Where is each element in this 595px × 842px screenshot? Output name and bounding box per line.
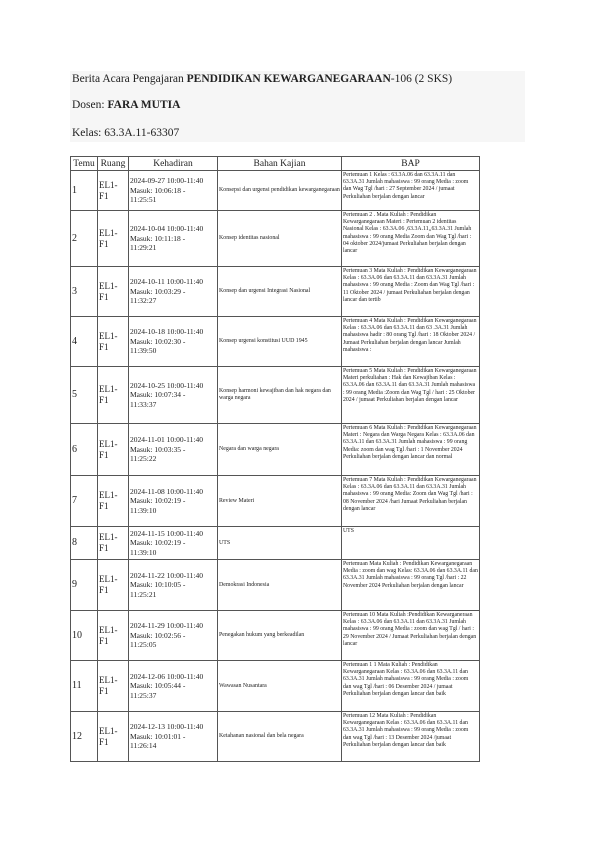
course-name: PENDIDIKAN KEWARGANEGARAAN — [186, 73, 391, 85]
cell-kehadiran: 2024-12-13 10:00-11:40 Masuk: 10:01:01 - 11:26:14 — [129, 712, 218, 762]
cell-temu: 11 — [71, 661, 98, 712]
lecturer-line — [72, 99, 180, 111]
cell-ruang: EL1- F1 — [98, 317, 129, 367]
cell-kehadiran: 2024-12-06 10:00-11:40 Masuk: 10:05:44 - 11:25:37 — [129, 661, 218, 712]
document-header — [70, 71, 525, 142]
cell-ruang: EL1- F1 — [98, 560, 129, 611]
class-line: Kelas: 63.3A.11-63307 — [72, 127, 180, 139]
header-bahan-kajian: Bahan Kajian — [218, 157, 342, 171]
cell-bahan: Demokrasi Indonesia — [218, 560, 342, 611]
meeting-table — [70, 156, 480, 762]
cell-kehadiran: 2024-11-01 10:00-11:40 Masuk: 10:03:35 - 11:25:22 — [129, 424, 218, 476]
cell-bap: Pertemuan 6 Mata Kuliah : Pendidikan Kewarganegaraan Materi : Negara dan Warga Negara Kelas : 63.3A.06 dan 63.3A.11 dan 63.3A.31 Jumlah mahasiswa : 99 orang Media: zoom dan wag Tgl /hari : 1 November 2024 Perkuliahan berjalan dengan lancar dan normal — [342, 424, 480, 476]
table-row — [71, 267, 480, 317]
header-ruang: Ruang — [98, 157, 129, 171]
cell-temu: 3 — [71, 267, 98, 317]
cell-bap: Pertemuan 12 Mata Kuliah : Pendidikan Kewarganegaraan Kelas : 63.3A.06 dan 63.3A.11 dan 63.3A.31 Jumlah mahasiswa : 99 orang Media : zoom dan wag Tgl /hari : 13 Desember 2024 /jumaat Perkuliahan berjalan dengan lancar dan baik — [342, 712, 480, 762]
header-temu: Temu — [71, 157, 98, 171]
cell-bap: UTS — [342, 527, 480, 560]
course-suffix: -106 (2 SKS) — [390, 73, 453, 85]
cell-kehadiran: 2024-11-22 10:00-11:40 Masuk: 10:10:05 - 11:25:21 — [129, 560, 218, 611]
cell-bap: Pertemuan 10 Mata Kuliah :Pendidikan Kewarganeraan Kelas : 63.3A.06 dan 63.3A.11 dan 63.3A.31 Jumlah mahasiswa : 99 orang Media : zoom dan wag Tgl / hari : 29 November 2024 / Jumaat Perkuliahan berjalan dengan lancar — [342, 611, 480, 661]
cell-temu: 5 — [71, 367, 98, 424]
title-prefix: Berita Acara Pengajaran — [72, 73, 187, 85]
cell-bahan: Konsep urgensi konstitusi UUD 1945 — [218, 317, 342, 367]
cell-bahan: Konsep identitas nasional — [218, 211, 342, 267]
cell-bahan: Konsep dan urgensi Integrasi Nasional — [218, 267, 342, 317]
cell-ruang: EL1- F1 — [98, 211, 129, 267]
cell-ruang: EL1- F1 — [98, 527, 129, 560]
table-header-row — [71, 157, 480, 171]
cell-kehadiran: 2024-11-15 10:00-11:40 Masuk: 10:02:19 - 11:39:10 — [129, 527, 218, 560]
table-row — [71, 317, 480, 367]
cell-bahan: Penegakan hukum yang berkeadilan — [218, 611, 342, 661]
header-kehadiran: Kehadiran — [129, 157, 218, 171]
table-row — [71, 712, 480, 762]
cell-ruang: EL1- F1 — [98, 267, 129, 317]
cell-ruang: EL1- F1 — [98, 712, 129, 762]
cell-bahan: Konsepsi dan urgensi pendidikan kewarganegaraan — [218, 171, 342, 211]
cell-bap: Pertemuan 4 Mata Kuliah : Pendidikan Kewarganegaraan Kelas : 63.3A.06 dan 63.3A.11 dan 63 .3A.31 Jumlah mahasiswa hadir : 80 orang Tgl /hari : 18 Oktober 2024 / Jumaat Perkuliahan berjalan dengan lancar Jumlah mahasiswa : — [342, 317, 480, 367]
cell-bap: Pertemuan 1 Kelas : 63.3A.06 dan 63.3A.11 dan 63.3A.31 Jumlah mahasiswa : 99 orang Media : zoom dan Wag Tgl /hari : 27 September 2024 / jumaat Perkuliahan berjalan dengan lancar — [342, 171, 480, 211]
cell-kehadiran: 2024-11-29 10:00-11:40 Masuk: 10:02:56 - 11:25:05 — [129, 611, 218, 661]
cell-temu: 8 — [71, 527, 98, 560]
table-row — [71, 527, 480, 560]
table-row — [71, 211, 480, 267]
cell-ruang: EL1- F1 — [98, 424, 129, 476]
cell-kehadiran: 2024-09-27 10:00-11:40 Masuk: 10:06:18 - 11:25:51 — [129, 171, 218, 211]
cell-temu: 10 — [71, 611, 98, 661]
cell-bap: Pertemuan 3 Mata Kuliah : Pendidikan Kewarganegaraan Kelas : 63.3A.06 dan 63.3A.11 dan 63.3A.31 Jumlah mahasiswa : 99 orang Media : Zoom dan Wag Tgl /hari : 11 Oktober 2024 / jumaat Perkuliahan berjalan dengan lancar dan tertib — [342, 267, 480, 317]
table-row — [71, 424, 480, 476]
cell-bap: Pertemuan 2 . Mata Kuliah : Pendidikan Kewarganegaraan Materi : Pertemuan 2 identitas Nasional Kelas : 63.3A.06 ,63.3A.11,,63.3A.31 Jumlah mahasiswa : 99 orang Media Zoom dan Wag Tgl /hari : 04 oktober 2024/jumaat Perkuliahan berjalan dengan lancar — [342, 211, 480, 267]
cell-kehadiran: 2024-10-11 10:00-11:40 Masuk: 10:03:29 - 11:32:27 — [129, 267, 218, 317]
cell-ruang: EL1- F1 — [98, 661, 129, 712]
cell-bahan: Wawasan Nusantara — [218, 661, 342, 712]
table-row — [71, 560, 480, 611]
cell-bahan: Negara dan warga negara — [218, 424, 342, 476]
cell-bahan: UTS — [218, 527, 342, 560]
lecturer-label: Dosen: — [72, 99, 108, 111]
cell-temu: 7 — [71, 476, 98, 527]
cell-ruang: EL1- F1 — [98, 367, 129, 424]
table-row — [71, 611, 480, 661]
cell-temu: 1 — [71, 171, 98, 211]
table-row — [71, 171, 480, 211]
cell-temu: 2 — [71, 211, 98, 267]
lecturer-name: FARA MUTIA — [107, 99, 181, 111]
cell-temu: 4 — [71, 317, 98, 367]
cell-ruang: EL1- F1 — [98, 476, 129, 527]
cell-temu: 6 — [71, 424, 98, 476]
cell-bahan: Konsep harmoni kewajiban dan hak negara dan warga negara — [218, 367, 342, 424]
cell-ruang: EL1- F1 — [98, 611, 129, 661]
cell-bap: Pertemuan 7 Mata Kuliah : Pendidikan Kewarganegaraan Kelas : 63.3A.06 dan 63.3A.11 dan 63.3A.31 Jumlah mahasiswa : 99 orang Media: Zoom dan Wag Tgl /hari : 08 November 2024 /hari Jumaat Perkuliahan berjalan dengan lancar — [342, 476, 480, 527]
cell-bap: Pertemuan 5 Mata Kuliah : Pendidikan Kewarganegaraan Materi perkuliahan : Hak dan Kewajiban Kelas : 63.3A.06 dan 63.3A.11 dan 63.3A.31 Jumlah mahasiswa : 99 orang Media :Zoom dan Wag Tgl / hari : 25 Oktober 2024 / jumaat Perkuliahan berjalan dengan lancar — [342, 367, 480, 424]
cell-bap: Pertemuan 1 1 Mata Kuliah : Pendidikan Kewarganegaraan Kelas : 63.3A.06 dan 63.3A.11 dan 63.3A.31 Jumlah mahasiswa : 99 orang Media : zoom dan wag Tgl /hari : 06 Desember 2024 / jumaat Perkuliahan berjalan dengan lancar dan baik — [342, 661, 480, 712]
cell-bahan: Review Materi — [218, 476, 342, 527]
table-row — [71, 367, 480, 424]
header-bap: BAP — [342, 157, 480, 171]
cell-kehadiran: 2024-10-04 10:00-11:40 Masuk: 10:11:18 - 11:29:21 — [129, 211, 218, 267]
table-row — [71, 661, 480, 712]
cell-temu: 12 — [71, 712, 98, 762]
cell-kehadiran: 2024-10-18 10:00-11:40 Masuk: 10:02:30 - 11:39:50 — [129, 317, 218, 367]
cell-bahan: Ketahanan nasional dan bela negara — [218, 712, 342, 762]
table-row — [71, 476, 480, 527]
cell-temu: 9 — [71, 560, 98, 611]
cell-kehadiran: 2024-11-08 10:00-11:40 Masuk: 10:02:19 - 11:39:10 — [129, 476, 218, 527]
cell-kehadiran: 2024-10-25 10:00-11:40 Masuk: 10:07:34 - 11:33:37 — [129, 367, 218, 424]
document-title — [72, 73, 452, 85]
cell-ruang: EL1- F1 — [98, 171, 129, 211]
cell-bap: Pertemuan Mata Kuliah : Pendidikan Kewarganegaraan Media : zoom dan wag Kelas: 63.3A.06 dan 63.3A.11 dan 63.3A.31 Jumlah mahasiswa : 99 orang Tgl /hari : 22 November 2024 Perkuliahan berjalan dengan lancar — [342, 560, 480, 611]
